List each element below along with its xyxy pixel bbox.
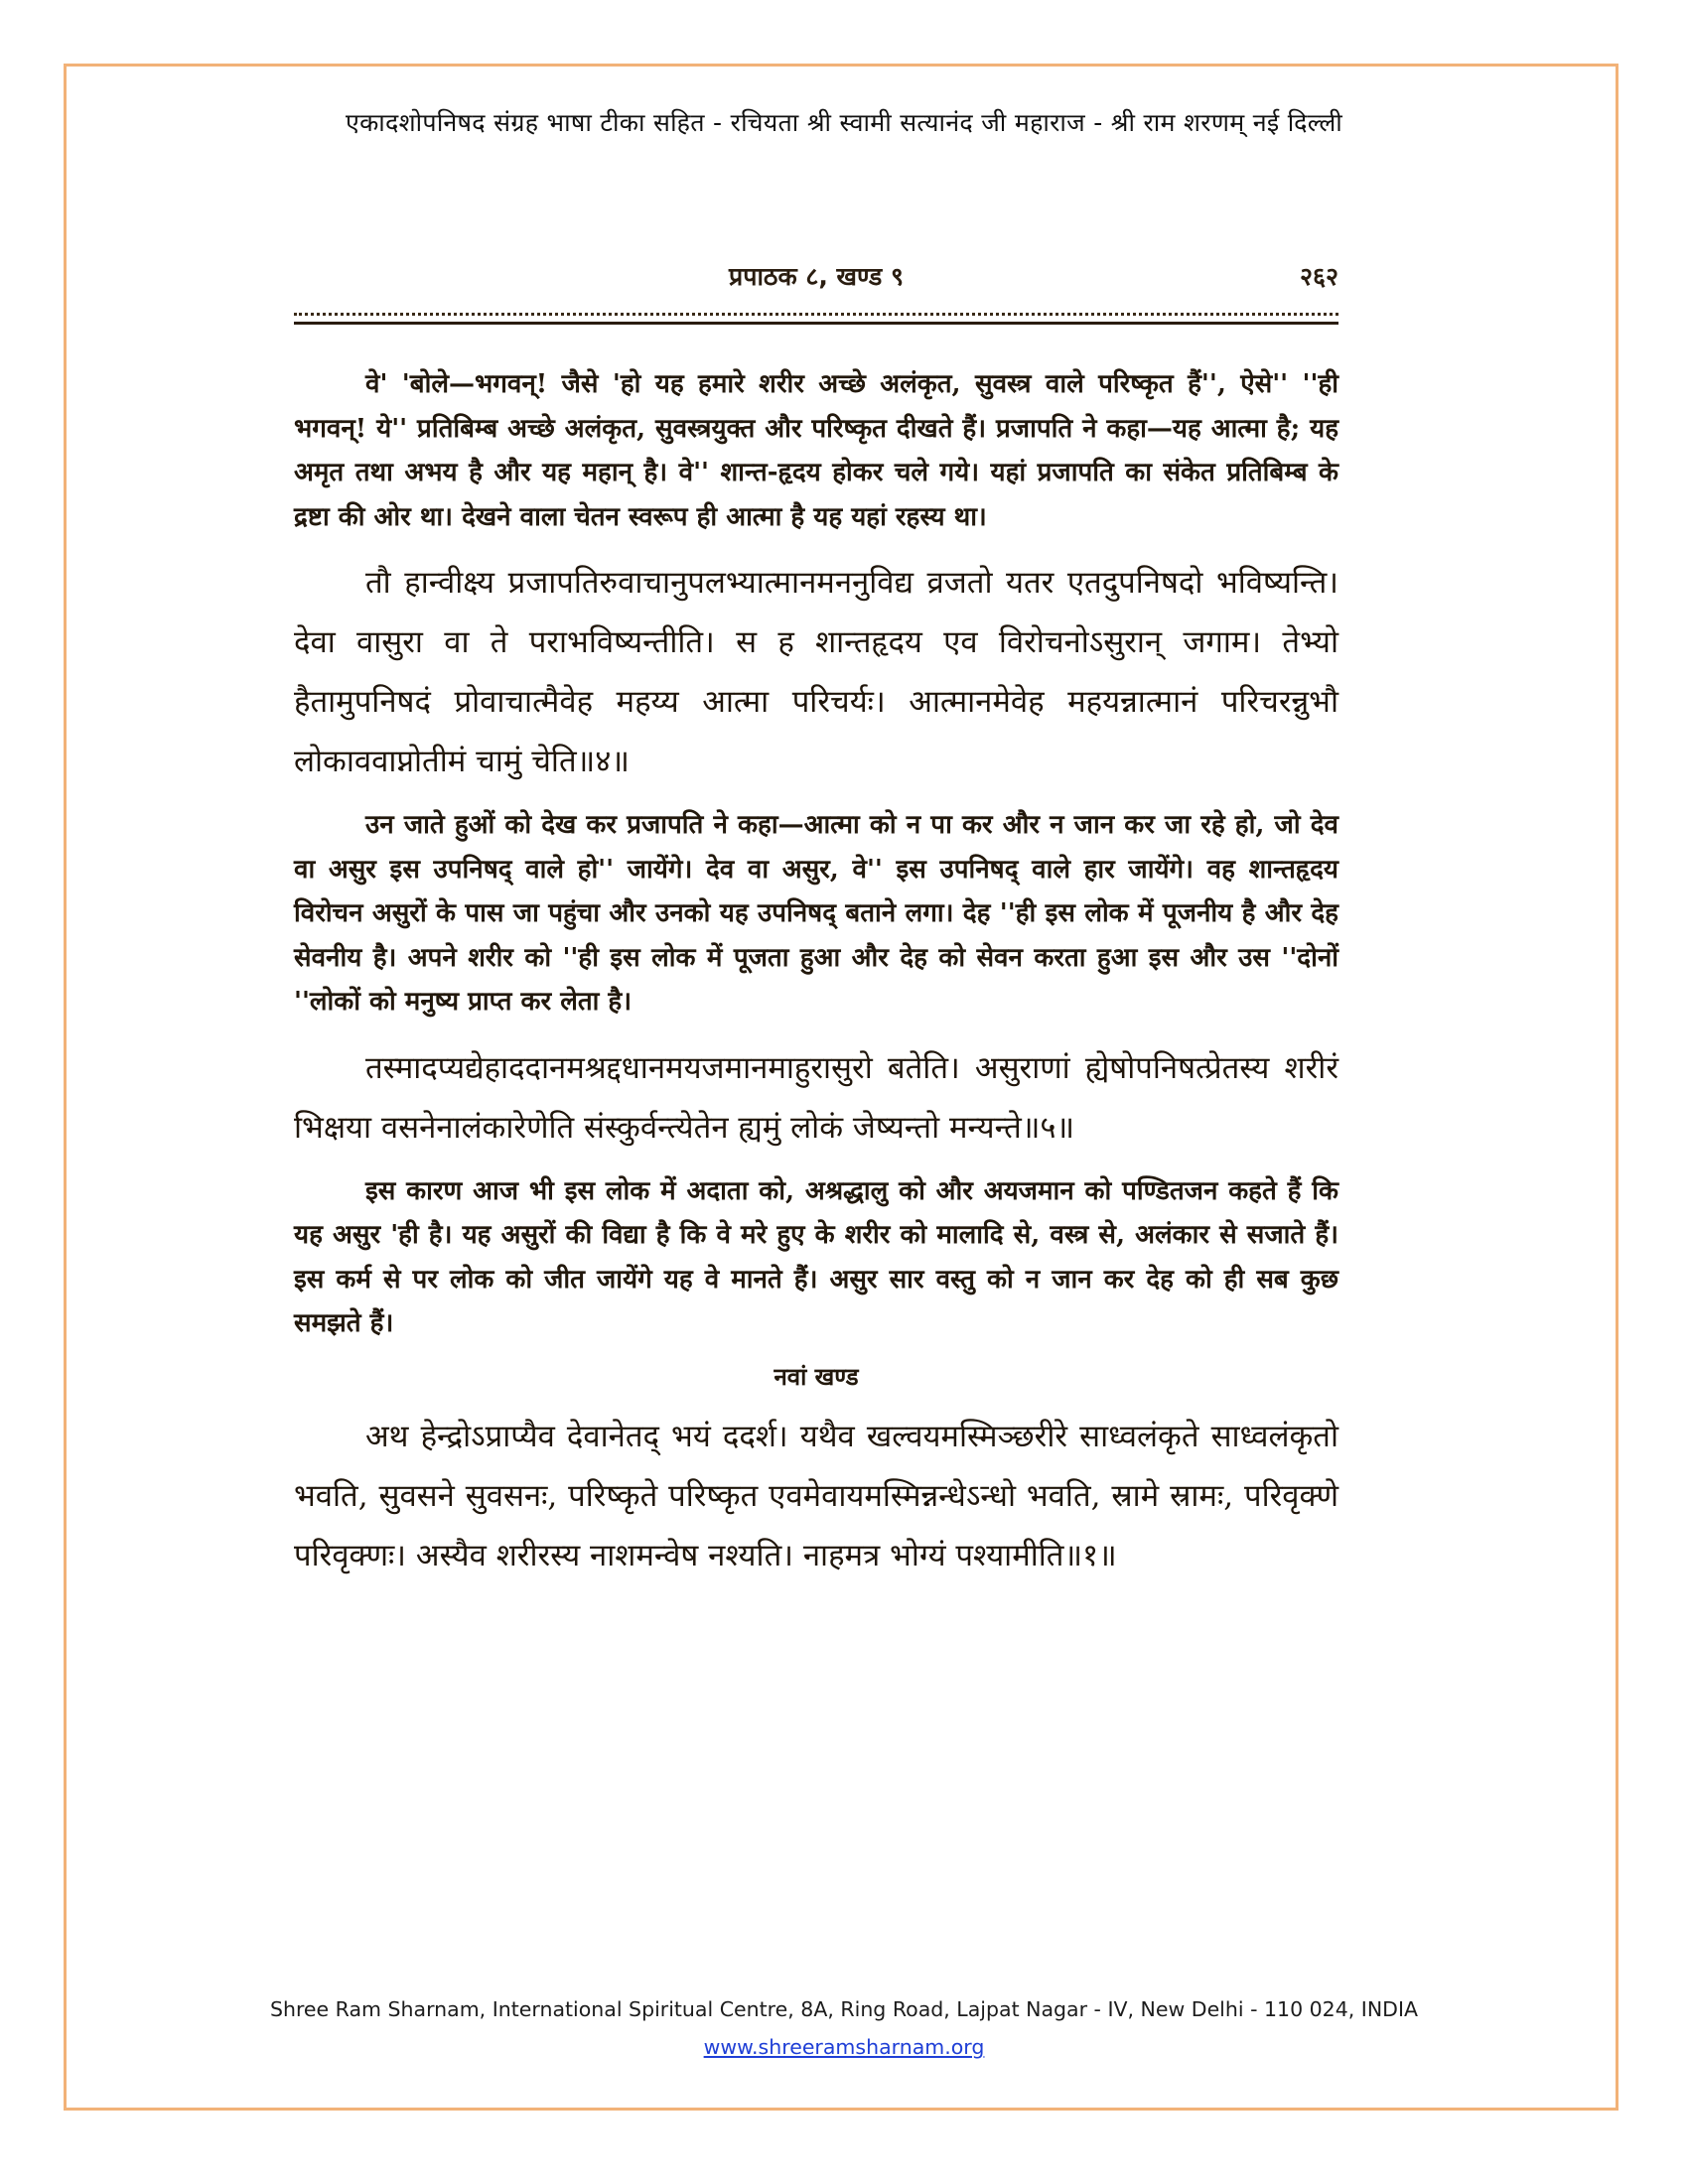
hindi-commentary-paragraph: उन जाते हुओं को देख कर प्रजापति ने कहा—आत्मा को न पा कर और न जान कर जा रहे हो, जो देव वा असुर इस उपनिषद् वाले हो'' जायेंगे। देव वा असुर, वे'' इस उपनिषद् वाले हार जायेंगे। वह शान्तहृदय विरोचन असुरों के पास जा पहुंचा और उनको यह उपनिषद् बताने लगा। देह ''ही इस लोक में पूजनीय है और देह सेवनीय है। अपने शरीर को ''ही इस लोक में पूजता हुआ और देह को सेवन करता हुआ इस और उस ''दोनों ''लोकों को मनुष्य प्राप्त कर लेता है। bbox=[294, 810, 1338, 1017]
footer-address: Shree Ram Sharnam, International Spiritual Centre, 8A, Ring Road, Lajpat Nagar - IV, New Delhi - 110 024, INDIA bbox=[269, 1997, 1419, 2021]
scanned-page bbox=[294, 253, 1338, 1941]
header-solid-rule bbox=[294, 322, 1338, 325]
sanskrit-verse-paragraph: तस्मादप्यद्येहाददानमश्रद्दधानमयजमानमाहुरासुरो बतेति। असुराणां ह्येषोपनिषत्प्रेतस्य शरीरं भिक्षया वसनेनालंकारेणेति संस्कुर्वन्त्येतेन ह्यमुं लोकं जेष्यन्तो मन्यन्ते॥५॥ bbox=[294, 1049, 1338, 1146]
scan-running-head bbox=[294, 253, 1338, 293]
sanskrit-verse-paragraph: तौ हान्वीक्ष्य प्रजापतिरुवाचानुपलभ्यात्मानमननुविद्य व्रजतो यतर एतदुपनिषदो भविष्यन्ति। देवा वासुरा वा ते पराभविष्यन्तीति। स ह शान्तहृदय एव विरोचनोऽसुरान् जगाम। तेभ्यो हैतामुपनिषदं प्रोवाचात्मैवेह महय्य आत्मा परिचर्यः। आत्मानमेवेह महयन्नात्मानं परिचरन्नुभौ लोकाववाप्नोतीमं चामुं चेति॥४॥ bbox=[294, 565, 1338, 779]
chapter-reference: प्रपाठक ८, खण्ड ९ bbox=[729, 262, 904, 291]
hindi-commentary-paragraph: इस कारण आज भी इस लोक में अदाता को, अश्रद्धालु को और अयजमान को पण्डितजन कहते हैं कि यह असुर 'ही है। यह असुरों की विद्या है कि वे मरे हुए के शरीर को मालादि से, वस्त्र से, अलंकार से सजाते हैं। इस कर्म से पर लोक को जीत जायेंगे यह वे मानते हैं। असुर सार वस्तु को न जान कर देह को ही सब कुछ समझते हैं। bbox=[294, 1175, 1338, 1338]
header-dotted-rule bbox=[294, 313, 1338, 316]
footer-website-link[interactable]: www.shreeramsharnam.org bbox=[703, 2035, 985, 2059]
section-heading: नवां खण्ड bbox=[774, 1361, 859, 1391]
sanskrit-verse-paragraph: अथ हेन्द्रोऽप्राप्यैव देवानेतद् भयं ददर्श। यथैव खल्वयमस्मिञ्छरीरे साध्वलंकृते साध्वलंकृतो भवति, सुवसने सुवसनः, परिष्कृते परिष्कृत एवमेवायमस्मिन्नन्धेऽन्धो भवति, स्रामे स्रामः, परिवृक्णे परिवृक्णः। अस्यैव शरीरस्य नाशमन्वेष नश्यति। नाहमत्र भोग्यं पश्यामीति॥१॥ bbox=[294, 1418, 1338, 1573]
book-header-title: एकादशोपनिषद संग्रह भाषा टीका सहित - रचियता श्री स्वामी सत्यानंद जी महाराज - श्री राम शरणम् नई दिल्ली bbox=[345, 108, 1343, 137]
scan-body bbox=[294, 362, 1338, 1597]
hindi-commentary-paragraph: वे' 'बोले—भगवन्! जैसे 'हो यह हमारे शरीर अच्छे अलंकृत, सुवस्त्र वाले परिष्कृत हैं'', ऐसे'' ''ही भगवन्! ये'' प्रतिबिम्ब अच्छे अलंकृत, सुवस्त्रयुक्त और परिष्कृत दीखते हैं। प्रजापति ने कहा—यह आत्मा है; यह अमृत तथा अभय है और यह महान् है। वे'' शान्त-हृदय होकर चले गये। यहां प्रजापति का संकेत प्रतिबिम्ब के द्रष्टा की ओर था। देखने वाला चेतन स्वरूप ही आत्मा है यह यहां रहस्य था। bbox=[294, 369, 1338, 532]
page-number: २६२ bbox=[1299, 262, 1338, 291]
